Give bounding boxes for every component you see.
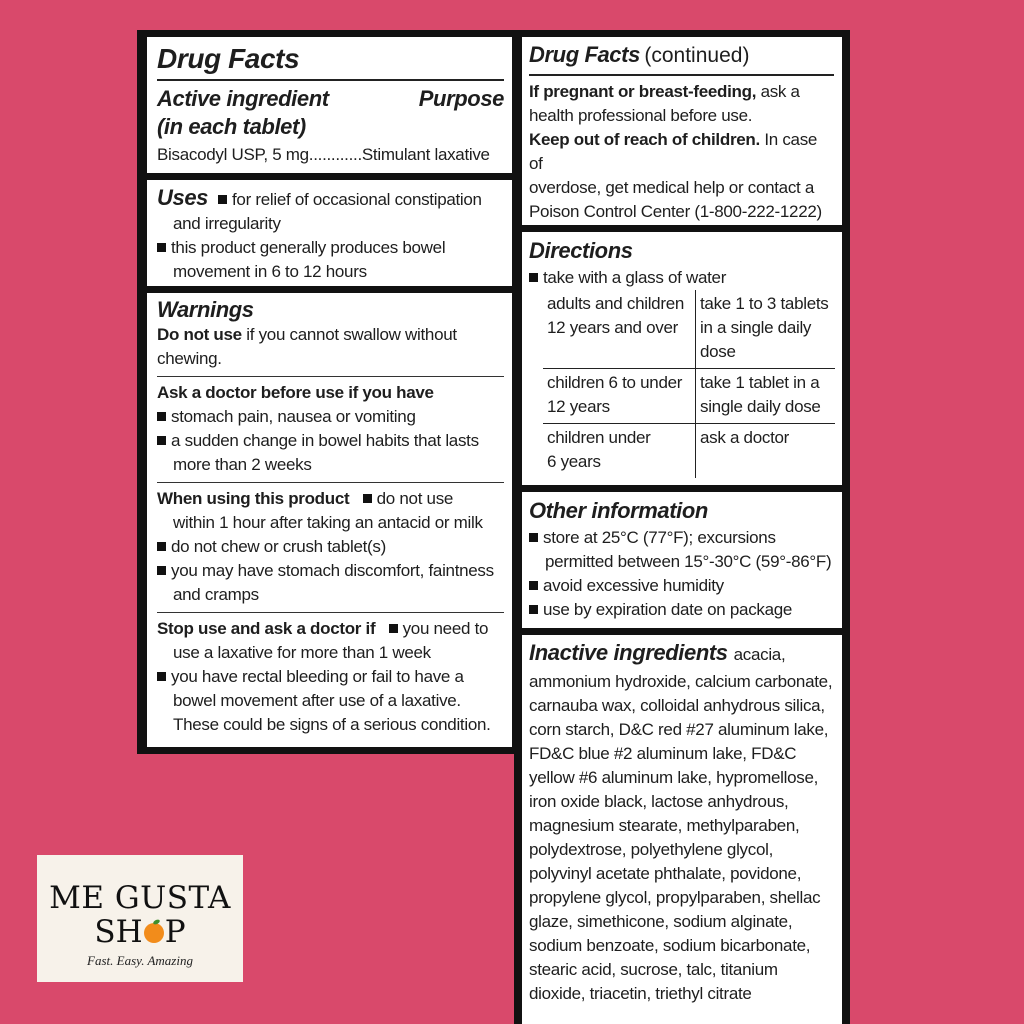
table-row (543, 290, 835, 369)
inactive-ingredient-line: glaze, simethicone, sodium alginate, (529, 912, 793, 931)
table-row (543, 424, 835, 479)
ask-item2-cont: more than 2 weeks (173, 455, 312, 474)
other-item1-cont: permitted between 15°-30°C (59°-86°F) (545, 552, 832, 571)
inactive-first-line: Inactive ingredients acacia, (529, 640, 786, 665)
other-information-heading: Other information (529, 498, 708, 523)
other-item1: store at 25°C (77°F); excursions (529, 526, 834, 550)
directions-heading: Directions (529, 238, 633, 263)
stop-use-heading: Stop use and ask a doctor if (157, 619, 376, 638)
inactive-ingredient-line: propylene glycol, propylparaben, shellac (529, 888, 821, 907)
table-cell-dose: take 1 tablet in a single daily dose (696, 369, 836, 424)
orange-icon (144, 923, 164, 943)
purpose-heading: Purpose (418, 86, 504, 111)
inactive-ingredients-panel (522, 635, 842, 1024)
me-gusta-shop-logo (37, 855, 243, 982)
ask-doctor-heading: Ask a doctor before use if you have (157, 383, 434, 402)
continued-heading (529, 41, 834, 73)
uses-line1 (157, 184, 504, 212)
when-using-first-cont: within 1 hour after taking an antacid or milk (173, 513, 483, 532)
uses-panel (147, 180, 512, 286)
table-cell-dose: take 1 to 3 tablets in a single daily dose (700, 294, 829, 361)
directions-panel (522, 232, 842, 485)
stop-item2-cont2: These could be signs of a serious condition. (173, 715, 491, 734)
inactive-ingredient-line: polydextrose, polyethylene glycol, (529, 840, 774, 859)
bullet-icon (529, 533, 538, 542)
inactive-ingredient-line: corn starch, D&C red #27 aluminum lake, (529, 720, 829, 739)
continued-title: Drug Facts (529, 42, 640, 67)
inactive-ingredient-line: carnauba wax, colloidal anhydrous silica, (529, 696, 825, 715)
logo-tagline: Fast. Easy. Amazing (87, 953, 193, 968)
table-cell-dose: ask a doctor (700, 428, 790, 447)
inactive-ingredient-line: polyvinyl acetate phthalate, povidone, (529, 864, 802, 883)
bullet-icon (157, 243, 166, 252)
directions-first: take with a glass of water (529, 266, 834, 290)
table-cell-who: children under 6 years (543, 424, 696, 479)
stop-item2-cont1: bowel movement after use of a laxative. (173, 691, 461, 710)
bullet-icon (529, 581, 538, 590)
bullet-icon (218, 195, 227, 204)
uses-item2: this product generally produces bowel (157, 236, 504, 260)
bullet-icon (529, 273, 538, 282)
table-row (543, 369, 835, 424)
stop-use-line: Stop use and ask a doctor if you need to (157, 619, 489, 638)
ingredient-purpose: Stimulant laxative (361, 145, 490, 164)
pregnant-line: If pregnant or breast-feeding, ask a (529, 82, 800, 101)
inactive-ingredient-line: FD&C blue #2 aluminum lake, FD&C (529, 744, 797, 763)
do-not-use-cont: chewing. (157, 349, 222, 368)
continued-panel (522, 37, 842, 225)
ask-item1: stomach pain, nausea or vomiting (157, 405, 504, 429)
ask-item2: a sudden change in bowel habits that lasts (157, 429, 504, 453)
pregnant-cont: health professional before use. (529, 106, 753, 125)
do-not-use-label: Do not use (157, 325, 242, 344)
continued-suffix: (continued) (644, 44, 750, 67)
inactive-ingredient-line: dioxide, triacetin, triethyl citrate (529, 984, 752, 1003)
directions-table (543, 290, 835, 478)
inactive-ingredient-line: magnesium stearate, methylparaben, (529, 816, 800, 835)
inactive-ingredient-line: iron oxide black, lactose anhydrous, (529, 792, 789, 811)
table-cell-who: children 6 to under 12 years (543, 369, 696, 424)
bullet-icon (157, 542, 166, 551)
uses-item1: for relief of occasional constipation (232, 190, 482, 209)
stop-item2: you have rectal bleeding or fail to have a (157, 665, 504, 689)
uses-item2-cont: movement in 6 to 12 hours (173, 262, 367, 281)
inactive-ingredient-line: ammonium hydroxide, calcium carbonate, (529, 672, 833, 691)
keep-out-cont2: Poison Control Center (1-800-222-1222) (529, 202, 822, 221)
other-information-panel (522, 492, 842, 628)
bullet-icon (157, 412, 166, 421)
stop-first-cont: use a laxative for more than 1 week (173, 643, 431, 662)
other-item2: avoid excessive humidity (529, 574, 834, 598)
uses-item1-cont: and irregularity (173, 214, 281, 233)
drug-facts-title: Drug Facts (157, 43, 300, 74)
bullet-icon (157, 672, 166, 681)
do-not-use-text: if you cannot swallow without (246, 325, 457, 344)
warnings-heading: Warnings (157, 297, 254, 322)
inactive-ingredient-line: sodium benzoate, sodium bicarbonate, (529, 936, 811, 955)
logo-line2: SH P (94, 914, 186, 950)
when-using-line: When using this product do not use (157, 489, 454, 508)
active-ingredient-heading: Active ingredient (157, 86, 329, 111)
keep-out-cont1: overdose, get medical help or contact a (529, 178, 815, 197)
inactive-ingredients-heading: Inactive ingredients (529, 640, 728, 665)
inactive-ingredient-line: yellow #6 aluminum lake, hypromellose, (529, 768, 819, 787)
inactive-ingredient-line: stearic acid, sucrose, talc, titanium (529, 960, 778, 979)
when-using-item3: you may have stomach discomfort, faintness (157, 559, 504, 583)
keep-out-label: Keep out of reach of children. (529, 130, 760, 149)
do-not-use-line (157, 323, 504, 347)
uses-heading: Uses (157, 185, 208, 210)
inactive-ingredients-list (529, 670, 834, 1006)
ingredient-dots: ............ (308, 145, 362, 164)
ingredient-name: Bisacodyl USP, 5 mg (157, 145, 309, 164)
when-using-heading: When using this product (157, 489, 350, 508)
table-cell-who: adults and children 12 years and over (543, 290, 696, 369)
bullet-icon (389, 624, 398, 633)
bullet-icon (529, 605, 538, 614)
bullet-icon (363, 494, 372, 503)
bullet-icon (157, 566, 166, 575)
warnings-panel (147, 293, 512, 747)
other-item3: use by expiration date on package (529, 598, 834, 622)
when-using-item3-cont: and cramps (173, 585, 259, 604)
keep-out-cont3 (529, 224, 834, 225)
active-ingredient-line (157, 143, 504, 167)
pregnant-label: If pregnant or breast-feeding, (529, 82, 757, 101)
keep-out-line: Keep out of reach of children. In case of (529, 130, 818, 173)
when-using-item2: do not chew or crush tablet(s) (157, 535, 504, 559)
bullet-icon (157, 436, 166, 445)
active-ingredient-subheading: (in each tablet) (157, 114, 306, 139)
logo-line1: ME GUSTA (49, 880, 231, 916)
active-ingredient-panel (147, 37, 512, 173)
